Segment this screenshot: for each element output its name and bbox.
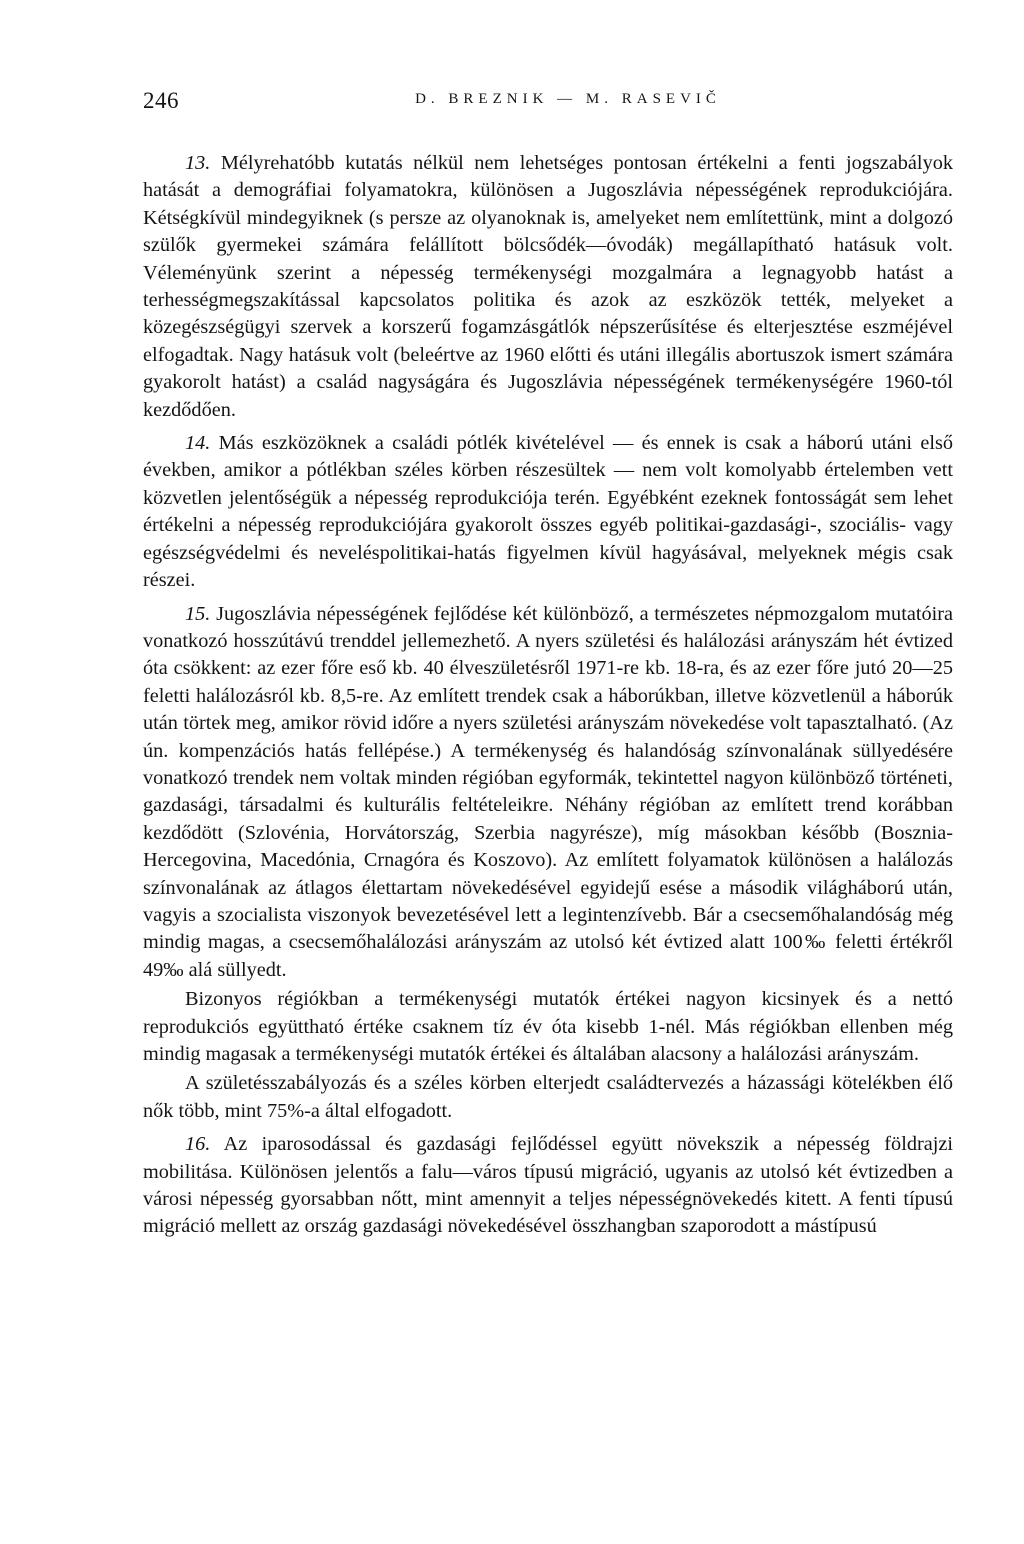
paragraph-number: 13. [185, 152, 211, 174]
body-text [143, 150, 953, 1243]
paragraph-15-continued-1 [143, 986, 953, 1068]
page-number: 246 [143, 88, 179, 113]
paragraph-text: A születésszabályozás és a széles körben elterjedt családtervezés a házassági kötelékben élő nők több, mint 75%-a által elfogadott. [143, 1072, 953, 1122]
running-head: D. BREZNIK — M. RASEVIČ [415, 91, 721, 107]
page-header [143, 88, 953, 120]
paragraph-text: Mélyrehatóbb kutatás nélkül nem lehetséges pontosan értékelni a fenti jogszabályok hatását a demográfiai folyamatokra, különösen a Jugoszlávia népességének reprodukciójára. Kétségkívül mindegyiknek (s persze az olyanoknak is, amelyeket nem említettünk, mint a dolgozó szülők gyermekei számára felállított bölcsődék—óvodák) megállapítható hatásuk volt. Véleményünk szerint a népesség termékenységi mozgalmára a legnagyobb hatást a terhességmegszakítással kapcsolatos politika és azok az eszközök tették, melyeket a közegészségügyi szervek a korszerű fogamzásgátlók népszerűsítése és elterjesztése eszméjével elfogadtak. Nagy hatásuk volt (beleértve az 1960 előtti és utáni illegális abortuszok ismert számára gyakorolt hatást) a család nagyságára és Jugoszlávia népességének termékenységére 1960-tól kezdődően. [143, 152, 953, 421]
paragraph-13 [143, 150, 953, 424]
paragraph-16 [143, 1131, 953, 1241]
paragraph-text: Más eszközöknek a családi pótlék kivételével — és ennek is csak a háború utáni első években, amikor a pótlékban széles körben részesültek — nem volt komolyabb értelemben vett közvetlen jelentőségük a népesség reprodukciója terén. Egyébként ezeknek fontosságát sem lehet értékelni a népesség reprodukciójára gyakorolt összes egyéb politikai-gazdasági-, szociális- vagy egészségvédelmi és neveléspolitikai-hatás figyelmen kívül hagyásával, melyeknek mégis csak részei. [143, 432, 953, 592]
paragraph-text: Az iparosodással és gazdasági fejlődéssel együtt növekszik a népesség földrajzi mobilitása. Különösen jelentős a falu—város típusú migráció, ugyanis az utolsó két évtizedben a városi népesség gyorsabban nőtt, mint amennyit a teljes népességnövekedés kitett. A fenti típusú migráció mellett az ország gazdasági növekedésével összhangban szaporodott a mástípusú [143, 1133, 953, 1238]
paragraph-14 [143, 430, 953, 594]
paragraph-number: 15. [185, 602, 211, 625]
paragraph-number: 14. [185, 432, 211, 455]
paragraph-text: Jugoszlávia népességének fejlődése két különböző, a természetes népmozgalom mutatóira vonatkozó hosszútávú trenddel jellemezhető. A nyers születési és halálozási arányszám hét évtized óta csökkent: az ezer főre eső kb. 40 élveszületésről 1971-re kb. 18-ra, és az ezer főre jutó 20—25 feletti halálozásról kb. 8,5-re. Az említett trendek csak a háborúkban, illetve közvetlenül a háborúk után törtek meg, amikor rövid időre a nyers születési arányszám növekedése volt tapasztalható. (Az ún. kompenzációs hatás fellépése.) A termékenység és halandóság színvonalának süllyedésére vonatkozó trendek nem voltak minden régióban egyformák, tekintettel nagyon különböző történeti, gazdasági, társadalmi és kulturális feltételeikre. Néhány régióban az említett trend korábban kezdődött (Szlovénia, Horvátország, Szerbia nagyrésze), míg másokban később (Bosznia-Hercegovina, Macedónia, Crnagóra és Koszovo). Az említett folyamatok különösen a halálozás színvonalának az átlagos élettartam növekedésével egyidejű esése a második világháború után, vagyis a szocialista viszonyok bevezetésével lett a legintenzívebb. Bár a csecsemőhalandóság még mindig magas, a csecsemőhalálozási arányszám az utolsó két évtized alatt 100‰ feletti értékről 49‰ alá süllyedt. [143, 602, 953, 981]
paragraph-15 [143, 601, 953, 985]
paragraph-15-continued-2 [143, 1070, 953, 1125]
paragraph-text: Bizonyos régiókban a termékenységi mutatók értékei nagyon kicsinyek és a nettó reprodukciós együttható értéke csaknem tíz év óta kisebb 1-nél. Más régiókban ellenben még mindig magasak a termékenységi mutatók értékei és általában alacsony a halálozási arányszám. [143, 988, 953, 1065]
paragraph-number: 16. [185, 1133, 211, 1156]
